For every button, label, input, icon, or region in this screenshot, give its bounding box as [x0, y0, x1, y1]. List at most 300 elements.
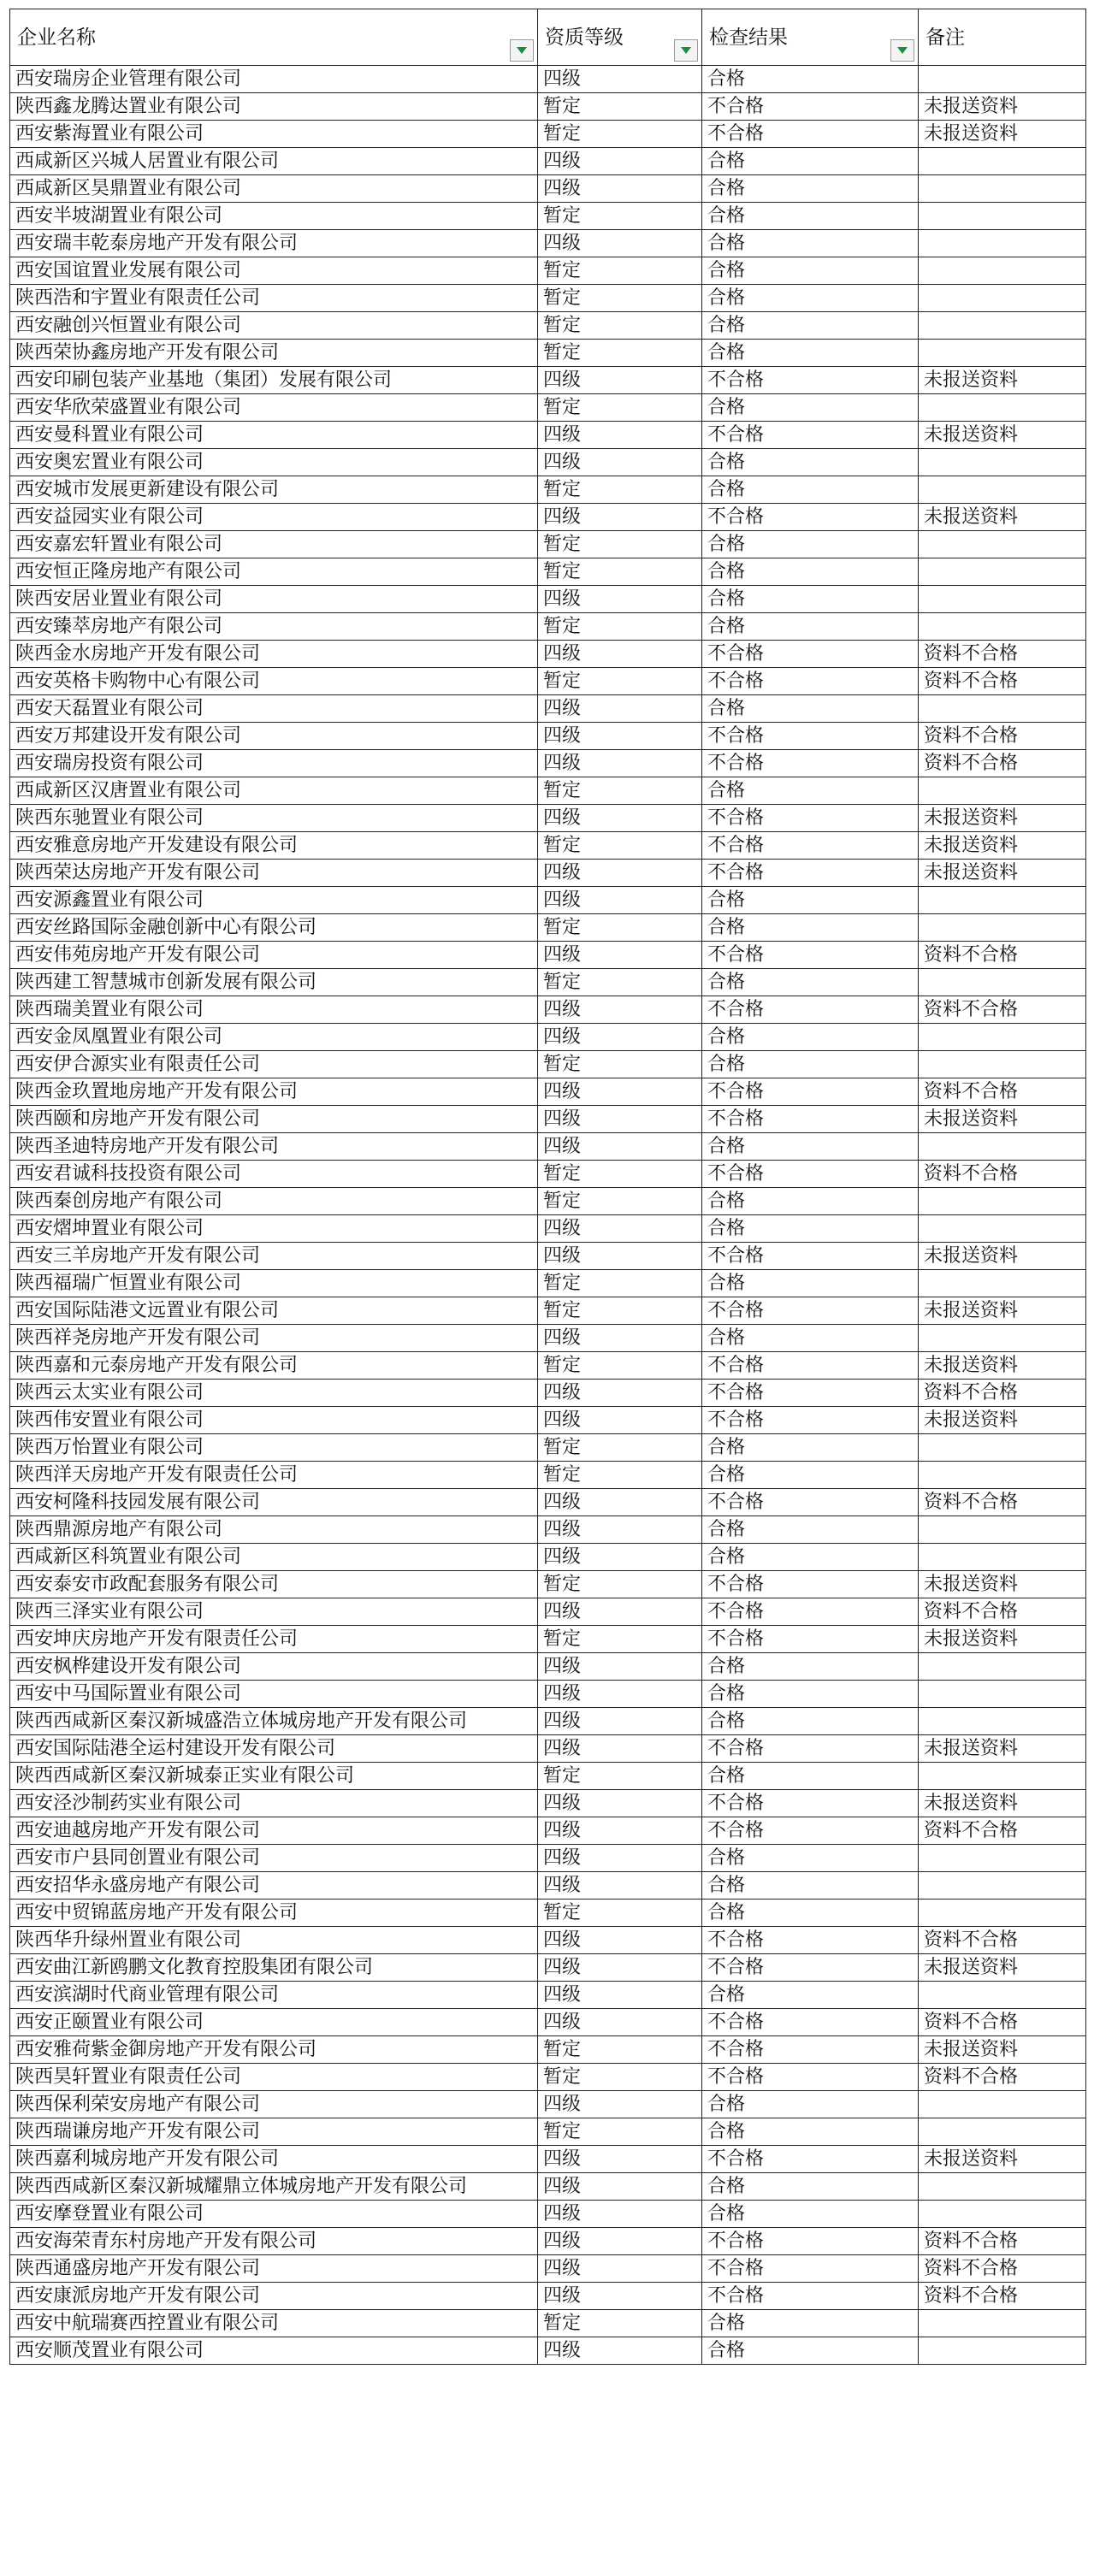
company-name-cell[interactable]: 西安融创兴恒置业有限公司: [10, 312, 538, 340]
inspection-result-cell[interactable]: 合格: [702, 285, 919, 312]
remarks-cell[interactable]: [919, 1653, 1086, 1681]
qualification-level-cell[interactable]: 四级: [538, 1407, 702, 1434]
qualification-level-cell[interactable]: 暂定: [538, 1161, 702, 1188]
inspection-result-cell[interactable]: 合格: [702, 1133, 919, 1161]
company-name-cell[interactable]: 陕西圣迪特房地产开发有限公司: [10, 1133, 538, 1161]
inspection-result-cell[interactable]: 不合格: [702, 750, 919, 777]
remarks-cell[interactable]: [919, 285, 1086, 312]
inspection-result-cell[interactable]: 合格: [702, 257, 919, 285]
remarks-cell[interactable]: [919, 257, 1086, 285]
qualification-level-cell[interactable]: 四级: [538, 2337, 702, 2365]
qualification-level-cell[interactable]: 暂定: [538, 1434, 702, 1462]
remarks-cell[interactable]: 资料不合格: [919, 2228, 1086, 2255]
company-name-cell[interactable]: 陕西建工智慧城市创新发展有限公司: [10, 969, 538, 996]
remarks-cell[interactable]: [919, 1462, 1086, 1489]
company-name-cell[interactable]: 陕西万怡置业有限公司: [10, 1434, 538, 1462]
remarks-cell[interactable]: 未报送资料: [919, 367, 1086, 394]
remarks-cell[interactable]: [919, 1270, 1086, 1297]
inspection-result-cell[interactable]: 合格: [702, 531, 919, 558]
company-name-cell[interactable]: 西安曲江新鸥鹏文化教育控股集团有限公司: [10, 1954, 538, 1982]
qualification-level-cell[interactable]: 暂定: [538, 1352, 702, 1380]
qualification-level-cell[interactable]: 暂定: [538, 1571, 702, 1598]
qualification-level-cell[interactable]: 暂定: [538, 1763, 702, 1790]
company-name-cell[interactable]: 西咸新区兴城人居置业有限公司: [10, 148, 538, 175]
remarks-cell[interactable]: [919, 340, 1086, 367]
company-name-cell[interactable]: 西安柯隆科技园发展有限公司: [10, 1489, 538, 1516]
remarks-cell[interactable]: 资料不合格: [919, 1489, 1086, 1516]
company-name-cell[interactable]: 西安泾沙制药实业有限公司: [10, 1790, 538, 1817]
inspection-result-cell[interactable]: 合格: [702, 230, 919, 257]
remarks-cell[interactable]: 未报送资料: [919, 832, 1086, 860]
qualification-level-cell[interactable]: 四级: [538, 1653, 702, 1681]
inspection-result-cell[interactable]: 不合格: [702, 2283, 919, 2310]
remarks-cell[interactable]: 未报送资料: [919, 1407, 1086, 1434]
qualification-level-cell[interactable]: 暂定: [538, 2118, 702, 2146]
qualification-level-cell[interactable]: 暂定: [538, 394, 702, 422]
inspection-result-cell[interactable]: 合格: [702, 1325, 919, 1352]
qualification-level-cell[interactable]: 暂定: [538, 340, 702, 367]
inspection-result-cell[interactable]: 合格: [702, 1544, 919, 1571]
company-name-cell[interactable]: 陕西鑫龙腾达置业有限公司: [10, 93, 538, 121]
inspection-result-cell[interactable]: 不合格: [702, 805, 919, 832]
qualification-level-cell[interactable]: 暂定: [538, 1051, 702, 1078]
remarks-cell[interactable]: [919, 312, 1086, 340]
inspection-result-cell[interactable]: 合格: [702, 1681, 919, 1708]
remarks-cell[interactable]: 未报送资料: [919, 93, 1086, 121]
qualification-level-cell[interactable]: 暂定: [538, 531, 702, 558]
remarks-cell[interactable]: [919, 148, 1086, 175]
qualification-level-cell[interactable]: 暂定: [538, 1626, 702, 1653]
remarks-cell[interactable]: [919, 2201, 1086, 2228]
remarks-cell[interactable]: [919, 1544, 1086, 1571]
inspection-result-cell[interactable]: 合格: [702, 340, 919, 367]
remarks-cell[interactable]: 未报送资料: [919, 1735, 1086, 1763]
remarks-cell[interactable]: 未报送资料: [919, 1571, 1086, 1598]
remarks-cell[interactable]: [919, 777, 1086, 805]
inspection-result-cell[interactable]: 合格: [702, 148, 919, 175]
qualification-level-cell[interactable]: 暂定: [538, 668, 702, 695]
company-name-cell[interactable]: 西安正颐置业有限公司: [10, 2009, 538, 2036]
qualification-level-cell[interactable]: 四级: [538, 1954, 702, 1982]
qualification-level-cell[interactable]: 四级: [538, 2009, 702, 2036]
company-name-cell[interactable]: 西安市户县同创置业有限公司: [10, 1845, 538, 1872]
inspection-result-cell[interactable]: 不合格: [702, 2009, 919, 2036]
inspection-result-cell[interactable]: 合格: [702, 1653, 919, 1681]
inspection-result-cell[interactable]: 合格: [702, 2201, 919, 2228]
company-name-cell[interactable]: 西安嘉宏轩置业有限公司: [10, 531, 538, 558]
company-name-cell[interactable]: 西安天磊置业有限公司: [10, 695, 538, 723]
company-name-cell[interactable]: 西安金凤凰置业有限公司: [10, 1024, 538, 1051]
inspection-result-cell[interactable]: 合格: [702, 1188, 919, 1215]
qualification-level-cell[interactable]: 四级: [538, 175, 702, 203]
inspection-result-cell[interactable]: 不合格: [702, 2064, 919, 2091]
remarks-cell[interactable]: [919, 1215, 1086, 1243]
qualification-level-cell[interactable]: 四级: [538, 2228, 702, 2255]
inspection-result-cell[interactable]: 不合格: [702, 1297, 919, 1325]
remarks-cell[interactable]: 资料不合格: [919, 2283, 1086, 2310]
company-name-cell[interactable]: 陕西安居业置业有限公司: [10, 586, 538, 613]
company-name-cell[interactable]: 西安伟苑房地产开发有限公司: [10, 942, 538, 969]
company-name-cell[interactable]: 西安国际陆港文远置业有限公司: [10, 1297, 538, 1325]
remarks-cell[interactable]: [919, 2091, 1086, 2118]
inspection-result-cell[interactable]: 合格: [702, 312, 919, 340]
qualification-level-cell[interactable]: 暂定: [538, 93, 702, 121]
qualification-level-cell[interactable]: 四级: [538, 2255, 702, 2283]
qualification-level-cell[interactable]: 四级: [538, 1078, 702, 1106]
inspection-result-cell[interactable]: 不合格: [702, 1352, 919, 1380]
qualification-level-cell[interactable]: 四级: [538, 148, 702, 175]
inspection-result-cell[interactable]: 不合格: [702, 1790, 919, 1817]
remarks-cell[interactable]: [919, 1900, 1086, 1927]
inspection-result-cell[interactable]: 合格: [702, 914, 919, 942]
company-name-cell[interactable]: 西安海荣青东村房地产开发有限公司: [10, 2228, 538, 2255]
company-name-cell[interactable]: 西安恒正隆房地产有限公司: [10, 558, 538, 586]
remarks-cell[interactable]: [919, 1708, 1086, 1735]
inspection-result-cell[interactable]: 合格: [702, 1982, 919, 2009]
inspection-result-cell[interactable]: 合格: [702, 1462, 919, 1489]
company-name-cell[interactable]: 陕西福瑞广恒置业有限公司: [10, 1270, 538, 1297]
qualification-level-cell[interactable]: 四级: [538, 1489, 702, 1516]
inspection-result-cell[interactable]: 不合格: [702, 1078, 919, 1106]
company-name-cell[interactable]: 陕西祥尧房地产开发有限公司: [10, 1325, 538, 1352]
remarks-cell[interactable]: [919, 66, 1086, 93]
inspection-result-cell[interactable]: 合格: [702, 1051, 919, 1078]
company-name-cell[interactable]: 西安泰安市政配套服务有限公司: [10, 1571, 538, 1598]
company-name-cell[interactable]: 西安迪越房地产开发有限公司: [10, 1817, 538, 1845]
remarks-cell[interactable]: [919, 2310, 1086, 2337]
remarks-cell[interactable]: [919, 1845, 1086, 1872]
qualification-level-cell[interactable]: 四级: [538, 1735, 702, 1763]
qualification-level-cell[interactable]: 四级: [538, 1845, 702, 1872]
remarks-cell[interactable]: 未报送资料: [919, 2036, 1086, 2064]
qualification-level-cell[interactable]: 四级: [538, 996, 702, 1024]
remarks-cell[interactable]: 资料不合格: [919, 1161, 1086, 1188]
qualification-level-cell[interactable]: 暂定: [538, 257, 702, 285]
remarks-cell[interactable]: 未报送资料: [919, 1352, 1086, 1380]
remarks-cell[interactable]: [919, 914, 1086, 942]
remarks-cell[interactable]: [919, 2337, 1086, 2365]
qualification-level-cell[interactable]: 四级: [538, 887, 702, 914]
company-name-cell[interactable]: 西安奥宏置业有限公司: [10, 449, 538, 476]
company-name-cell[interactable]: 陕西云太实业有限公司: [10, 1380, 538, 1407]
company-name-cell[interactable]: 陕西金水房地产开发有限公司: [10, 641, 538, 668]
inspection-result-cell[interactable]: 不合格: [702, 1106, 919, 1133]
inspection-result-cell[interactable]: 不合格: [702, 1817, 919, 1845]
company-name-cell[interactable]: 陕西瑞谦房地产开发有限公司: [10, 2118, 538, 2146]
qualification-level-cell[interactable]: 四级: [538, 422, 702, 449]
company-name-cell[interactable]: 西安万邦建设开发有限公司: [10, 723, 538, 750]
company-name-cell[interactable]: 西安国际陆港全运村建设开发有限公司: [10, 1735, 538, 1763]
remarks-cell[interactable]: [919, 887, 1086, 914]
company-name-cell[interactable]: 西安紫海置业有限公司: [10, 121, 538, 148]
company-name-cell[interactable]: 西安中航瑞赛西控置业有限公司: [10, 2310, 538, 2337]
qualification-level-cell[interactable]: 四级: [538, 230, 702, 257]
inspection-result-cell[interactable]: 不合格: [702, 832, 919, 860]
company-name-cell[interactable]: 西安雅意房地产开发建设有限公司: [10, 832, 538, 860]
inspection-result-cell[interactable]: 不合格: [702, 1161, 919, 1188]
inspection-result-cell[interactable]: 合格: [702, 695, 919, 723]
qualification-level-cell[interactable]: 四级: [538, 750, 702, 777]
qualification-level-cell[interactable]: 四级: [538, 1243, 702, 1270]
qualification-level-cell[interactable]: 四级: [538, 641, 702, 668]
inspection-result-cell[interactable]: 不合格: [702, 2146, 919, 2173]
company-name-cell[interactable]: 西安瑞房企业管理有限公司: [10, 66, 538, 93]
remarks-cell[interactable]: [919, 1872, 1086, 1900]
remarks-cell[interactable]: [919, 531, 1086, 558]
inspection-result-cell[interactable]: 不合格: [702, 1243, 919, 1270]
remarks-cell[interactable]: [919, 394, 1086, 422]
company-name-cell[interactable]: 西安源鑫置业有限公司: [10, 887, 538, 914]
qualification-level-cell[interactable]: 四级: [538, 2283, 702, 2310]
inspection-result-cell[interactable]: 合格: [702, 1900, 919, 1927]
qualification-level-cell[interactable]: 暂定: [538, 1900, 702, 1927]
remarks-cell[interactable]: 资料不合格: [919, 1078, 1086, 1106]
remarks-cell[interactable]: 资料不合格: [919, 1380, 1086, 1407]
qualification-level-cell[interactable]: 四级: [538, 1872, 702, 1900]
qualification-level-cell[interactable]: 暂定: [538, 121, 702, 148]
qualification-level-cell[interactable]: 四级: [538, 2173, 702, 2201]
inspection-result-cell[interactable]: 不合格: [702, 1489, 919, 1516]
company-name-cell[interactable]: 西安瑞房投资有限公司: [10, 750, 538, 777]
inspection-result-cell[interactable]: 合格: [702, 449, 919, 476]
inspection-result-cell[interactable]: 不合格: [702, 504, 919, 531]
remarks-cell[interactable]: [919, 586, 1086, 613]
qualification-level-cell[interactable]: 四级: [538, 942, 702, 969]
qualification-level-cell[interactable]: 暂定: [538, 2064, 702, 2091]
remarks-cell[interactable]: 未报送资料: [919, 805, 1086, 832]
qualification-level-cell[interactable]: 四级: [538, 1817, 702, 1845]
qualification-level-cell[interactable]: 四级: [538, 860, 702, 887]
qualification-level-cell[interactable]: 暂定: [538, 832, 702, 860]
company-name-cell[interactable]: 陕西金玖置地房地产开发有限公司: [10, 1078, 538, 1106]
inspection-result-cell[interactable]: 合格: [702, 558, 919, 586]
qualification-level-cell[interactable]: 四级: [538, 2091, 702, 2118]
inspection-result-cell[interactable]: 合格: [702, 586, 919, 613]
inspection-result-cell[interactable]: 不合格: [702, 723, 919, 750]
remarks-cell[interactable]: 未报送资料: [919, 2146, 1086, 2173]
company-name-cell[interactable]: 陕西西咸新区秦汉新城耀鼎立体城房地产开发有限公司: [10, 2173, 538, 2201]
inspection-result-cell[interactable]: 合格: [702, 394, 919, 422]
company-name-cell[interactable]: 陕西鼎源房地产有限公司: [10, 1516, 538, 1544]
company-name-cell[interactable]: 陕西浩和宇置业有限责任公司: [10, 285, 538, 312]
inspection-result-cell[interactable]: 合格: [702, 175, 919, 203]
company-name-cell[interactable]: 西安康派房地产开发有限公司: [10, 2283, 538, 2310]
inspection-result-cell[interactable]: 合格: [702, 2337, 919, 2365]
remarks-cell[interactable]: [919, 2118, 1086, 2146]
remarks-cell[interactable]: [919, 1188, 1086, 1215]
qualification-level-cell[interactable]: 暂定: [538, 777, 702, 805]
inspection-result-cell[interactable]: 不合格: [702, 2036, 919, 2064]
remarks-cell[interactable]: 资料不合格: [919, 1817, 1086, 1845]
inspection-result-cell[interactable]: 合格: [702, 1516, 919, 1544]
company-name-cell[interactable]: 陕西颐和房地产开发有限公司: [10, 1106, 538, 1133]
qualification-level-cell[interactable]: 暂定: [538, 1462, 702, 1489]
qualification-level-cell[interactable]: 四级: [538, 1790, 702, 1817]
inspection-result-cell[interactable]: 合格: [702, 476, 919, 504]
inspection-result-cell[interactable]: 不合格: [702, 2255, 919, 2283]
remarks-cell[interactable]: 资料不合格: [919, 996, 1086, 1024]
inspection-result-cell[interactable]: 不合格: [702, 996, 919, 1024]
qualification-level-cell[interactable]: 四级: [538, 1927, 702, 1954]
company-name-cell[interactable]: 陕西荣协鑫房地产开发有限公司: [10, 340, 538, 367]
inspection-result-cell[interactable]: 合格: [702, 1763, 919, 1790]
company-name-cell[interactable]: 陕西秦创房地产有限公司: [10, 1188, 538, 1215]
inspection-result-cell[interactable]: 不合格: [702, 942, 919, 969]
filter-dropdown-icon[interactable]: [890, 39, 914, 62]
qualification-level-cell[interactable]: 暂定: [538, 1270, 702, 1297]
remarks-cell[interactable]: 未报送资料: [919, 1297, 1086, 1325]
company-name-cell[interactable]: 陕西荣达房地产开发有限公司: [10, 860, 538, 887]
company-name-cell[interactable]: 陕西洋天房地产开发有限责任公司: [10, 1462, 538, 1489]
filter-dropdown-icon[interactable]: [674, 39, 698, 62]
inspection-result-cell[interactable]: 不合格: [702, 668, 919, 695]
inspection-result-cell[interactable]: 合格: [702, 1872, 919, 1900]
company-name-cell[interactable]: 西安华欣荣盛置业有限公司: [10, 394, 538, 422]
company-name-cell[interactable]: 西安招华永盛房地产有限公司: [10, 1872, 538, 1900]
inspection-result-cell[interactable]: 不合格: [702, 121, 919, 148]
inspection-result-cell[interactable]: 不合格: [702, 860, 919, 887]
company-name-cell[interactable]: 陕西嘉和元泰房地产开发有限公司: [10, 1352, 538, 1380]
company-name-cell[interactable]: 西安曼科置业有限公司: [10, 422, 538, 449]
qualification-level-cell[interactable]: 四级: [538, 1325, 702, 1352]
company-name-cell[interactable]: 西安中贸锦蓝房地产开发有限公司: [10, 1900, 538, 1927]
inspection-result-cell[interactable]: 不合格: [702, 2228, 919, 2255]
remarks-cell[interactable]: [919, 1681, 1086, 1708]
inspection-result-cell[interactable]: 不合格: [702, 1407, 919, 1434]
inspection-result-cell[interactable]: 合格: [702, 1434, 919, 1462]
remarks-cell[interactable]: 资料不合格: [919, 750, 1086, 777]
company-name-cell[interactable]: 西咸新区汉唐置业有限公司: [10, 777, 538, 805]
remarks-cell[interactable]: 资料不合格: [919, 1598, 1086, 1626]
qualification-level-cell[interactable]: 四级: [538, 805, 702, 832]
remarks-cell[interactable]: 未报送资料: [919, 1954, 1086, 1982]
inspection-result-cell[interactable]: 合格: [702, 1215, 919, 1243]
qualification-level-cell[interactable]: 暂定: [538, 613, 702, 641]
company-name-cell[interactable]: 西安英格卡购物中心有限公司: [10, 668, 538, 695]
qualification-level-cell[interactable]: 暂定: [538, 285, 702, 312]
company-name-cell[interactable]: 西咸新区科筑置业有限公司: [10, 1544, 538, 1571]
remarks-cell[interactable]: [919, 2173, 1086, 2201]
remarks-cell[interactable]: [919, 558, 1086, 586]
company-name-cell[interactable]: 西安瑞丰乾泰房地产开发有限公司: [10, 230, 538, 257]
company-name-cell[interactable]: 陕西通盛房地产开发有限公司: [10, 2255, 538, 2283]
remarks-cell[interactable]: [919, 476, 1086, 504]
remarks-cell[interactable]: [919, 175, 1086, 203]
remarks-cell[interactable]: [919, 1024, 1086, 1051]
company-name-cell[interactable]: 西安中马国际置业有限公司: [10, 1681, 538, 1708]
remarks-cell[interactable]: 未报送资料: [919, 860, 1086, 887]
inspection-result-cell[interactable]: 不合格: [702, 1927, 919, 1954]
remarks-cell[interactable]: [919, 613, 1086, 641]
inspection-result-cell[interactable]: 合格: [702, 613, 919, 641]
remarks-cell[interactable]: [919, 695, 1086, 723]
qualification-level-cell[interactable]: 暂定: [538, 1297, 702, 1325]
company-name-cell[interactable]: 西安摩登置业有限公司: [10, 2201, 538, 2228]
qualification-level-cell[interactable]: 暂定: [538, 2036, 702, 2064]
qualification-level-cell[interactable]: 暂定: [538, 2310, 702, 2337]
remarks-cell[interactable]: 资料不合格: [919, 1927, 1086, 1954]
company-name-cell[interactable]: 陕西西咸新区秦汉新城盛浩立体城房地产开发有限公司: [10, 1708, 538, 1735]
remarks-cell[interactable]: 未报送资料: [919, 1626, 1086, 1653]
remarks-cell[interactable]: 资料不合格: [919, 668, 1086, 695]
remarks-cell[interactable]: [919, 1325, 1086, 1352]
company-name-cell[interactable]: 陕西三泽实业有限公司: [10, 1598, 538, 1626]
qualification-level-cell[interactable]: 暂定: [538, 203, 702, 230]
qualification-level-cell[interactable]: 四级: [538, 1024, 702, 1051]
remarks-cell[interactable]: [919, 1133, 1086, 1161]
company-name-cell[interactable]: 西咸新区昊鼎置业有限公司: [10, 175, 538, 203]
company-name-cell[interactable]: 西安丝路国际金融创新中心有限公司: [10, 914, 538, 942]
qualification-level-cell[interactable]: 暂定: [538, 1188, 702, 1215]
company-name-cell[interactable]: 西安臻萃房地产有限公司: [10, 613, 538, 641]
inspection-result-cell[interactable]: 合格: [702, 969, 919, 996]
company-name-cell[interactable]: 西安顺茂置业有限公司: [10, 2337, 538, 2365]
inspection-result-cell[interactable]: 合格: [702, 1024, 919, 1051]
company-name-cell[interactable]: 西安印刷包装产业基地（集团）发展有限公司: [10, 367, 538, 394]
qualification-level-cell[interactable]: 四级: [538, 367, 702, 394]
inspection-result-cell[interactable]: 合格: [702, 203, 919, 230]
remarks-cell[interactable]: [919, 969, 1086, 996]
remarks-cell[interactable]: [919, 1434, 1086, 1462]
company-name-cell[interactable]: 西安雅荷紫金御房地产开发有限公司: [10, 2036, 538, 2064]
remarks-cell[interactable]: [919, 1516, 1086, 1544]
remarks-cell[interactable]: [919, 449, 1086, 476]
company-name-cell[interactable]: 西安枫桦建设开发有限公司: [10, 1653, 538, 1681]
inspection-result-cell[interactable]: 合格: [702, 1845, 919, 1872]
qualification-level-cell[interactable]: 四级: [538, 2146, 702, 2173]
company-name-cell[interactable]: 陕西西咸新区秦汉新城泰正实业有限公司: [10, 1763, 538, 1790]
remarks-cell[interactable]: 未报送资料: [919, 121, 1086, 148]
company-name-cell[interactable]: 西安三羊房地产开发有限公司: [10, 1243, 538, 1270]
company-name-cell[interactable]: 西安益园实业有限公司: [10, 504, 538, 531]
qualification-level-cell[interactable]: 四级: [538, 1133, 702, 1161]
inspection-result-cell[interactable]: 合格: [702, 1270, 919, 1297]
remarks-cell[interactable]: 未报送资料: [919, 1106, 1086, 1133]
qualification-level-cell[interactable]: 四级: [538, 1380, 702, 1407]
remarks-cell[interactable]: 资料不合格: [919, 641, 1086, 668]
company-name-cell[interactable]: 西安君诚科技投资有限公司: [10, 1161, 538, 1188]
qualification-level-cell[interactable]: 暂定: [538, 476, 702, 504]
inspection-result-cell[interactable]: 合格: [702, 2310, 919, 2337]
qualification-level-cell[interactable]: 四级: [538, 695, 702, 723]
qualification-level-cell[interactable]: 四级: [538, 66, 702, 93]
inspection-result-cell[interactable]: 不合格: [702, 367, 919, 394]
company-name-cell[interactable]: 西安滨湖时代商业管理有限公司: [10, 1982, 538, 2009]
qualification-level-cell[interactable]: 四级: [538, 1516, 702, 1544]
company-name-cell[interactable]: 陕西瑞美置业有限公司: [10, 996, 538, 1024]
qualification-level-cell[interactable]: 四级: [538, 1544, 702, 1571]
inspection-result-cell[interactable]: 不合格: [702, 422, 919, 449]
qualification-level-cell[interactable]: 四级: [538, 1598, 702, 1626]
inspection-result-cell[interactable]: 不合格: [702, 641, 919, 668]
qualification-level-cell[interactable]: 四级: [538, 1708, 702, 1735]
qualification-level-cell[interactable]: 暂定: [538, 558, 702, 586]
remarks-cell[interactable]: 未报送资料: [919, 422, 1086, 449]
remarks-cell[interactable]: 资料不合格: [919, 2255, 1086, 2283]
inspection-result-cell[interactable]: 合格: [702, 66, 919, 93]
company-name-cell[interactable]: 西安国谊置业发展有限公司: [10, 257, 538, 285]
qualification-level-cell[interactable]: 暂定: [538, 312, 702, 340]
company-name-cell[interactable]: 陕西伟安置业有限公司: [10, 1407, 538, 1434]
qualification-level-cell[interactable]: 四级: [538, 723, 702, 750]
remarks-cell[interactable]: [919, 1763, 1086, 1790]
inspection-result-cell[interactable]: 不合格: [702, 1598, 919, 1626]
company-name-cell[interactable]: 陕西昊轩置业有限责任公司: [10, 2064, 538, 2091]
remarks-cell[interactable]: [919, 1051, 1086, 1078]
remarks-cell[interactable]: 资料不合格: [919, 2064, 1086, 2091]
remarks-cell[interactable]: [919, 1982, 1086, 2009]
inspection-result-cell[interactable]: 不合格: [702, 1735, 919, 1763]
